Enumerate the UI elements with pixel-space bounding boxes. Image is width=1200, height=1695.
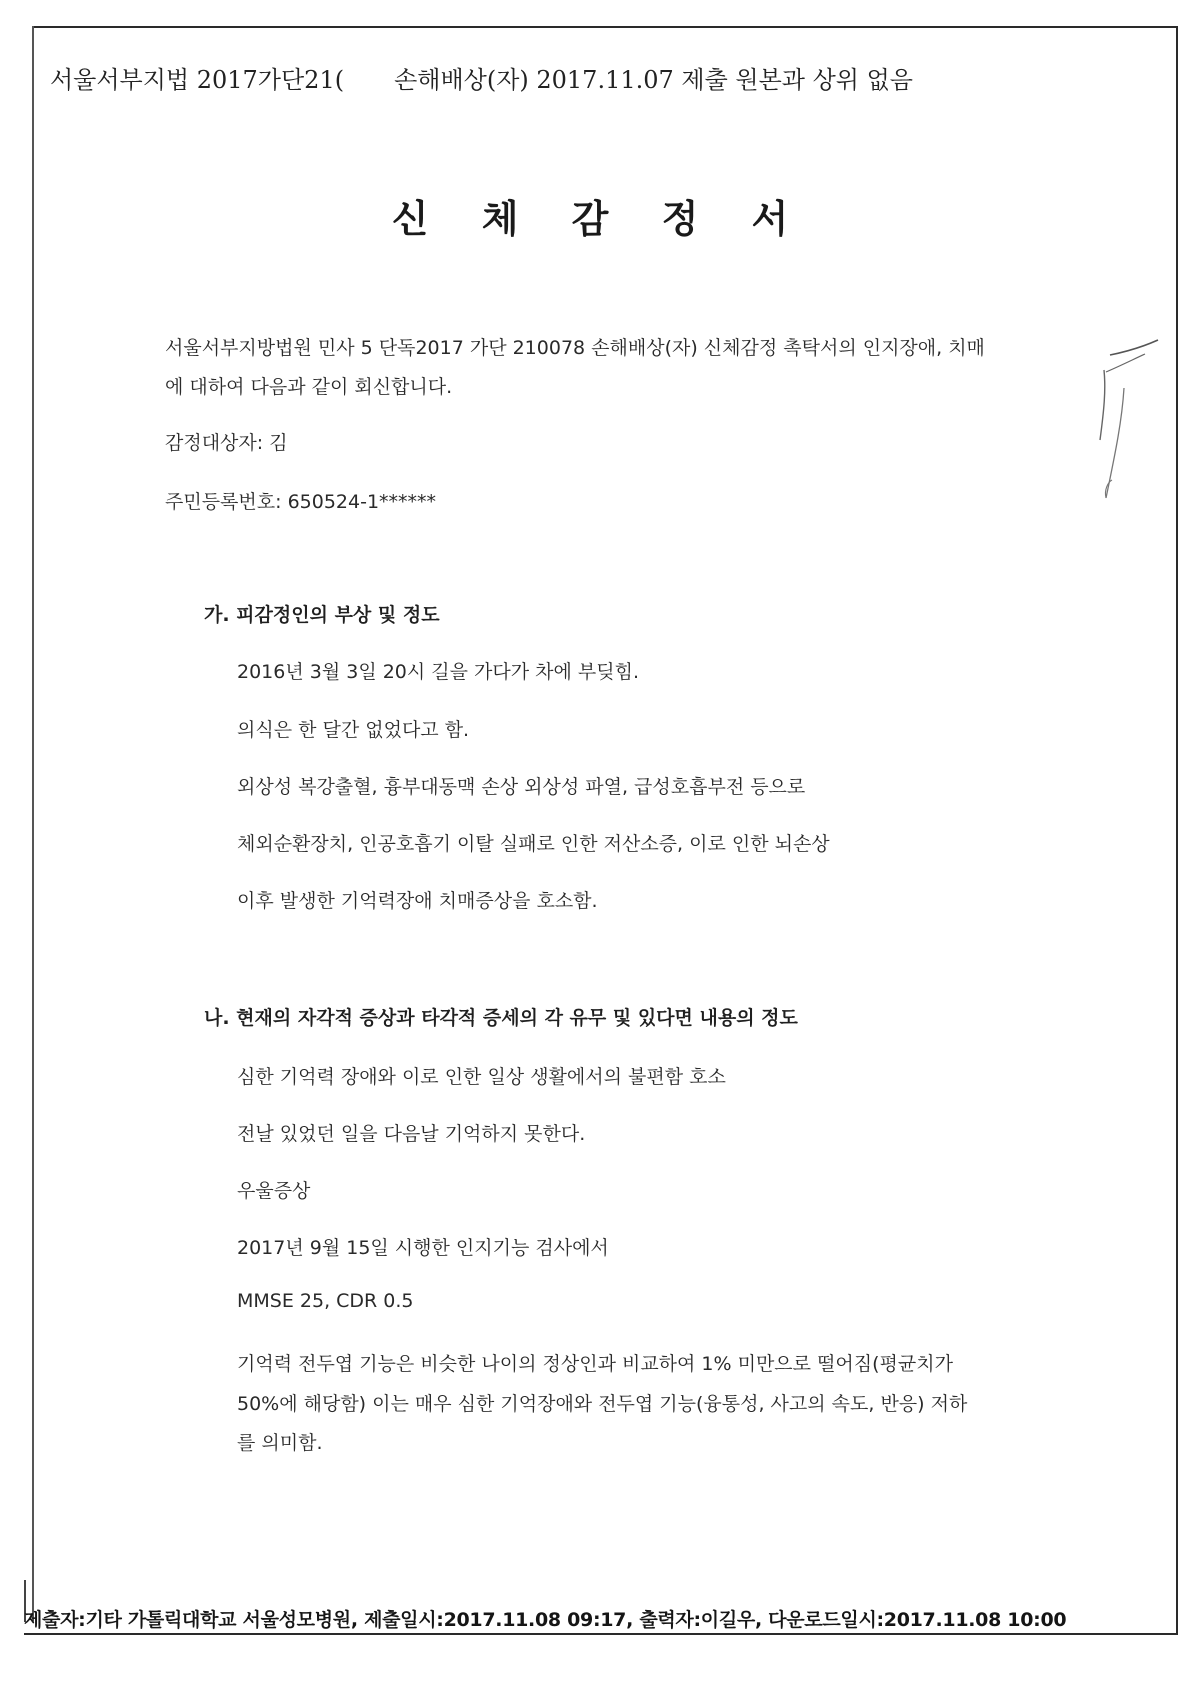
- section-a-line: 2016년 3월 3일 20시 길을 가다가 차에 부딪힘.: [237, 661, 639, 683]
- section-a-heading: 가. 피감정인의 부상 및 정도: [204, 604, 440, 626]
- section-b-line: 기억력 전두엽 기능은 비슷한 나이의 정상인과 비교하여 1% 미만으로 떨어짐(평균치가: [237, 1353, 953, 1375]
- page-border-right: [1176, 26, 1178, 1634]
- document-title: 신 체 감 정 서: [391, 197, 809, 241]
- intro-line-2: 에 대하여 다음과 같이 회신합니다.: [165, 376, 453, 398]
- section-b-line: MMSE 25, CDR 0.5: [237, 1290, 414, 1312]
- page-border-left: [32, 26, 34, 1621]
- intro-line-1: 서울서부지방법원 민사 5 단독2017 가단 210078 손해배상(자) 신체감정 촉탁서의 인지장애, 치매: [165, 337, 985, 359]
- section-a-line: 의식은 한 달간 없었다고 함.: [237, 719, 470, 741]
- subject-rrn: 주민등록번호: 650524-1******: [165, 491, 437, 513]
- section-b-line: 50%에 해당함) 이는 매우 심한 기억장애와 전두엽 기능(융통성, 사고의 속도, 반응) 저하: [237, 1393, 968, 1415]
- section-b-line: 우울증상: [237, 1180, 311, 1202]
- header-case-number: 서울서부지법 2017가단21(: [50, 66, 345, 94]
- section-b-heading: 나. 현재의 자각적 증상과 타각적 증세의 각 유무 및 있다면 내용의 정도: [204, 1007, 798, 1029]
- page-border-top: [32, 26, 1177, 28]
- section-b-line: 를 의미함.: [237, 1432, 323, 1454]
- section-a-line: 체외순환장치, 인공호흡기 이탈 실패로 인한 저산소증, 이로 인한 뇌손상: [237, 833, 830, 855]
- page-border-bottom: [24, 1633, 1178, 1635]
- subject-name: 감정대상자: 김: [165, 432, 288, 454]
- header-submission-note: 손해배상(자) 2017.11.07 제출 원본과 상위 없음: [394, 66, 913, 94]
- section-b-line: 2017년 9월 15일 시행한 인지기능 검사에서: [237, 1237, 609, 1259]
- section-a-line: 외상성 복강출혈, 흉부대동맥 손상 외상성 파열, 급성호흡부전 등으로: [237, 776, 806, 798]
- section-b-line: 심한 기억력 장애와 이로 인한 일상 생활에서의 불편함 호소: [237, 1066, 726, 1088]
- document-header: [50, 60, 913, 95]
- handwritten-signature: [1040, 330, 1160, 510]
- section-b-line: 전날 있었던 일을 다음날 기억하지 못한다.: [237, 1123, 586, 1145]
- document-footer: 제출자:기타 가톨릭대학교 서울성모병원, 제출일시:2017.11.08 09:17, 출력자:이길우, 다운로드일시:2017.11.08 10:00: [24, 1609, 1067, 1631]
- section-a-line: 이후 발생한 기억력장애 치매증상을 호소함.: [237, 890, 598, 912]
